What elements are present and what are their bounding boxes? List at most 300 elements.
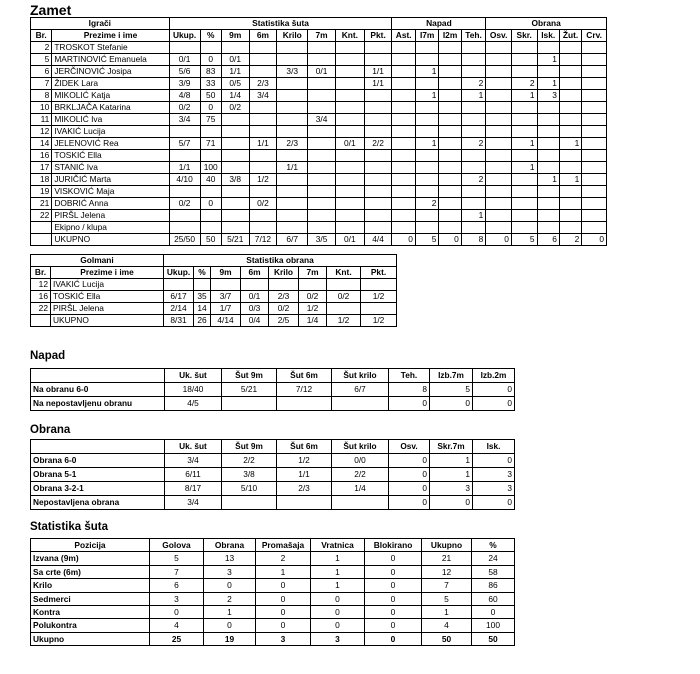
table-cell: 5/7	[169, 138, 200, 150]
table-cell	[461, 162, 486, 174]
table-cell	[241, 279, 269, 291]
table-cell: 0	[389, 468, 430, 482]
table-cell	[361, 303, 397, 315]
table-cell: 7	[422, 579, 472, 592]
table-cell	[221, 126, 249, 138]
table-cell	[299, 279, 327, 291]
column-header: Ukupno	[422, 539, 472, 552]
table-cell	[439, 54, 461, 66]
table-row	[31, 138, 607, 150]
table-cell	[249, 66, 277, 78]
table-cell: 16	[31, 291, 51, 303]
column-header: Isk.	[537, 30, 559, 42]
table-cell: 1	[511, 90, 537, 102]
column-header: Crv.	[582, 30, 607, 42]
column-header: Izb.7m	[430, 369, 473, 383]
table-cell	[308, 186, 336, 198]
table-cell: 3	[311, 632, 365, 645]
table-cell	[439, 78, 461, 90]
table-cell	[461, 222, 486, 234]
table-cell: 6/7	[332, 383, 389, 397]
table-cell: 2/2	[332, 468, 389, 482]
table-cell: 1/1	[169, 162, 200, 174]
table-row	[31, 114, 607, 126]
table-cell: JELENOVIĆ Rea	[52, 138, 169, 150]
table-cell	[335, 114, 364, 126]
table-cell	[164, 279, 194, 291]
table-cell	[364, 102, 392, 114]
table-cell: 0	[365, 579, 422, 592]
table-cell: Krilo	[31, 579, 150, 592]
table-cell	[559, 54, 581, 66]
table-cell: 1/2	[299, 303, 327, 315]
table-cell: Kontra	[31, 606, 150, 619]
table-cell: 1	[430, 454, 473, 468]
team-title: Zamet	[30, 2, 72, 18]
column-header: Uk. šut	[165, 440, 222, 454]
table-cell	[439, 198, 461, 210]
shots-column-headers	[31, 539, 515, 552]
table-cell: 40	[200, 174, 221, 186]
table-cell	[364, 162, 392, 174]
table-cell: 4/14	[211, 315, 241, 327]
table-cell: Na nepostavljenu obranu	[31, 397, 165, 411]
table-cell: 0	[473, 383, 515, 397]
table-cell: 2/3	[277, 138, 308, 150]
table-cell	[221, 114, 249, 126]
table-cell	[511, 222, 537, 234]
table-cell: 1	[311, 565, 365, 578]
table-cell: MIKOLIĆ Iva	[52, 114, 169, 126]
table-cell: 5	[511, 234, 537, 246]
table-cell	[582, 210, 607, 222]
table-cell: 3/5	[308, 234, 336, 246]
table-cell	[308, 162, 336, 174]
table-cell: 7/12	[249, 234, 277, 246]
column-header: Krilo	[269, 267, 299, 279]
column-header: Ukup.	[169, 30, 200, 42]
table-cell	[392, 138, 415, 150]
table-cell: Sa crte (6m)	[31, 565, 150, 578]
table-cell: 14	[194, 303, 211, 315]
table-cell: 18	[31, 174, 52, 186]
table-cell	[221, 198, 249, 210]
column-header: Šut 9m	[222, 440, 277, 454]
column-header: %	[200, 30, 221, 42]
table-cell: 7	[31, 78, 52, 90]
column-header: 7m	[308, 30, 336, 42]
goalkeepers-rows	[31, 279, 397, 327]
table-cell	[392, 210, 415, 222]
table-cell	[582, 90, 607, 102]
column-header: 9m	[211, 267, 241, 279]
table-cell	[511, 198, 537, 210]
table-cell	[486, 150, 512, 162]
napad-heading: Napad	[30, 350, 66, 362]
table-cell: 0/1	[221, 54, 249, 66]
table-cell	[249, 162, 277, 174]
table-cell: 0	[473, 397, 515, 411]
players-rows	[31, 42, 607, 246]
table-cell: 5	[31, 54, 52, 66]
table-cell	[537, 102, 559, 114]
table-cell	[559, 222, 581, 234]
table-cell	[277, 78, 308, 90]
table-cell: 6	[31, 66, 52, 78]
table-cell	[461, 42, 486, 54]
table-cell	[537, 210, 559, 222]
table-cell	[537, 114, 559, 126]
table-cell: 5/21	[221, 234, 249, 246]
column-header: Šut 6m	[277, 440, 332, 454]
table-cell	[461, 54, 486, 66]
column-header: Obrana	[204, 539, 256, 552]
column-header: Šut krilo	[332, 369, 389, 383]
table-cell	[364, 126, 392, 138]
table-cell: TROSKOT Stefanie	[52, 42, 169, 54]
table-cell: 0/4	[241, 315, 269, 327]
table-cell	[486, 162, 512, 174]
goalkeepers-column-headers	[31, 267, 397, 279]
table-cell	[277, 210, 308, 222]
table-cell: 0	[256, 592, 311, 605]
table-cell: 0	[389, 482, 430, 496]
table-cell: 3	[150, 592, 204, 605]
table-cell: 3/8	[222, 468, 277, 482]
table-cell	[537, 222, 559, 234]
table-cell	[461, 126, 486, 138]
table-cell: 1/2	[361, 291, 397, 303]
column-header: Golova	[150, 539, 204, 552]
table-cell	[364, 174, 392, 186]
table-cell: VISKOVIĆ Maja	[52, 186, 169, 198]
column-header: Pkt.	[361, 267, 397, 279]
table-cell: 3/7	[211, 291, 241, 303]
table-cell	[335, 210, 364, 222]
column-header: Krilo	[277, 30, 308, 42]
table-cell: 16	[31, 150, 52, 162]
table-cell: 35	[194, 291, 211, 303]
table-cell: 21	[422, 552, 472, 565]
table-cell: 2	[415, 198, 438, 210]
table-cell: 11	[31, 114, 52, 126]
table-cell	[559, 162, 581, 174]
table-row	[31, 186, 607, 198]
table-row	[31, 162, 607, 174]
table-cell	[392, 198, 415, 210]
table-cell: 1/4	[221, 90, 249, 102]
column-header: Knt.	[327, 267, 361, 279]
table-cell	[392, 186, 415, 198]
column-header: Teh.	[461, 30, 486, 42]
table-row	[31, 468, 515, 482]
table-cell: 2/3	[249, 78, 277, 90]
table-cell	[559, 90, 581, 102]
table-cell	[169, 42, 200, 54]
table-cell: 0	[473, 496, 515, 510]
table-cell: 5	[150, 552, 204, 565]
table-cell: 22	[31, 303, 51, 315]
table-cell: 75	[200, 114, 221, 126]
table-cell: DOBRIĆ Anna	[52, 198, 169, 210]
table-cell: 0/0	[332, 454, 389, 468]
table-cell: 2/3	[269, 291, 299, 303]
table-cell: Obrana 6-0	[31, 454, 165, 468]
table-cell: 0/1	[241, 291, 269, 303]
table-cell	[511, 174, 537, 186]
column-header: Promašaja	[256, 539, 311, 552]
table-cell	[335, 198, 364, 210]
table-cell	[200, 150, 221, 162]
table-cell	[308, 102, 336, 114]
column-header: I7m	[415, 30, 438, 42]
table-cell: 5	[422, 592, 472, 605]
table-cell: UKUPNO	[52, 234, 169, 246]
table-cell	[537, 162, 559, 174]
table-row	[31, 496, 515, 510]
table-cell	[332, 397, 389, 411]
table-cell: 4	[150, 619, 204, 632]
table-cell	[335, 78, 364, 90]
table-cell: 0	[430, 496, 473, 510]
table-cell: MARTINOVIĆ Emanuela	[52, 54, 169, 66]
table-cell	[277, 90, 308, 102]
table-cell: 1/1	[249, 138, 277, 150]
table-cell	[392, 102, 415, 114]
table-cell: 50	[200, 234, 221, 246]
table-cell: 8/17	[165, 482, 222, 496]
table-cell: 0	[365, 619, 422, 632]
column-header: Knt.	[335, 30, 364, 42]
table-cell	[486, 66, 512, 78]
table-cell	[461, 186, 486, 198]
table-cell	[559, 66, 581, 78]
column-header: Blokirano	[365, 539, 422, 552]
table-cell: 7	[150, 565, 204, 578]
table-cell: 5	[415, 234, 438, 246]
table-row	[31, 42, 607, 54]
table-cell: 0	[389, 454, 430, 468]
table-cell	[392, 126, 415, 138]
table-cell: 2	[559, 234, 581, 246]
table-row	[31, 126, 607, 138]
table-cell	[392, 90, 415, 102]
table-cell: 8	[31, 90, 52, 102]
table-cell	[221, 186, 249, 198]
table-row	[31, 198, 607, 210]
table-cell: 5/21	[222, 383, 277, 397]
table-cell	[31, 315, 51, 327]
column-header: I2m	[439, 30, 461, 42]
table-cell: 3	[256, 632, 311, 645]
table-cell	[392, 114, 415, 126]
shots-table	[30, 538, 515, 646]
column-header: Isk.	[473, 440, 515, 454]
table-row	[31, 102, 607, 114]
table-cell	[439, 90, 461, 102]
table-cell: 1	[559, 174, 581, 186]
table-cell: 1/2	[327, 315, 361, 327]
table-cell: 4/5	[165, 397, 222, 411]
table-cell	[582, 114, 607, 126]
table-row	[31, 482, 515, 496]
table-cell: MIKOLIĆ Katja	[52, 90, 169, 102]
table-cell	[335, 102, 364, 114]
table-cell	[439, 186, 461, 198]
table-cell	[439, 126, 461, 138]
table-row	[31, 632, 515, 645]
table-cell: 1	[511, 162, 537, 174]
column-header: Ast.	[392, 30, 415, 42]
table-cell	[486, 42, 512, 54]
table-cell: 3	[473, 468, 515, 482]
column-header: Pkt.	[364, 30, 392, 42]
column-header	[31, 369, 165, 383]
table-cell	[537, 150, 559, 162]
table-cell: 4/4	[364, 234, 392, 246]
table-cell	[461, 150, 486, 162]
table-cell	[364, 54, 392, 66]
table-cell: 0	[582, 234, 607, 246]
table-cell: 0/1	[308, 66, 336, 78]
table-cell: 2	[256, 552, 311, 565]
table-cell	[582, 54, 607, 66]
table-cell	[249, 42, 277, 54]
table-cell	[308, 54, 336, 66]
table-cell: UKUPNO	[51, 315, 164, 327]
table-cell	[486, 186, 512, 198]
table-cell	[361, 279, 397, 291]
table-cell: Nepostavljena obrana	[31, 496, 165, 510]
table-cell: 1	[415, 66, 438, 78]
column-header: Šut 6m	[277, 369, 332, 383]
table-cell: 0	[150, 606, 204, 619]
table-cell: 0/2	[269, 303, 299, 315]
group-header-statistika: Statistika šuta	[169, 18, 392, 30]
table-cell	[169, 150, 200, 162]
table-cell: 18/40	[165, 383, 222, 397]
column-header: %	[194, 267, 211, 279]
table-cell	[277, 150, 308, 162]
table-cell	[277, 54, 308, 66]
table-cell: 0/2	[249, 198, 277, 210]
table-cell	[511, 54, 537, 66]
table-row	[31, 454, 515, 468]
table-cell	[221, 42, 249, 54]
table-cell: 24	[472, 552, 515, 565]
table-cell	[582, 150, 607, 162]
table-cell: 19	[204, 632, 256, 645]
table-cell	[277, 198, 308, 210]
table-row	[31, 90, 607, 102]
table-cell	[439, 150, 461, 162]
table-cell	[415, 42, 438, 54]
table-cell: 1	[430, 468, 473, 482]
table-cell	[415, 222, 438, 234]
column-header: Osv.	[389, 440, 430, 454]
table-cell: 2	[461, 174, 486, 186]
column-header: Žut.	[559, 30, 581, 42]
table-cell: 21	[31, 198, 52, 210]
table-cell	[511, 186, 537, 198]
table-cell: 3	[473, 482, 515, 496]
players-table	[30, 17, 607, 246]
table-row	[31, 279, 397, 291]
table-cell	[392, 162, 415, 174]
table-cell: 0/1	[335, 234, 364, 246]
table-cell	[486, 102, 512, 114]
table-cell	[335, 162, 364, 174]
table-cell	[486, 138, 512, 150]
table-cell	[249, 210, 277, 222]
table-row	[31, 383, 515, 397]
table-cell	[582, 102, 607, 114]
table-cell: 2/14	[164, 303, 194, 315]
table-cell: 5/6	[169, 66, 200, 78]
table-cell	[461, 102, 486, 114]
table-cell: JURIČIĆ Marta	[52, 174, 169, 186]
table-cell: 0	[311, 606, 365, 619]
table-cell	[249, 114, 277, 126]
table-cell	[392, 174, 415, 186]
table-cell: 1/1	[364, 66, 392, 78]
table-cell	[364, 186, 392, 198]
table-cell	[221, 210, 249, 222]
table-cell	[537, 198, 559, 210]
table-cell	[277, 102, 308, 114]
table-cell	[486, 114, 512, 126]
table-cell: 1	[461, 90, 486, 102]
table-cell	[335, 90, 364, 102]
table-cell	[277, 42, 308, 54]
table-cell	[415, 174, 438, 186]
table-row	[31, 234, 607, 246]
table-cell: 10	[31, 102, 52, 114]
table-cell	[169, 210, 200, 222]
column-header: Br.	[31, 267, 51, 279]
table-cell	[415, 210, 438, 222]
table-cell: 1	[422, 606, 472, 619]
table-cell	[559, 42, 581, 54]
table-cell: 0	[365, 606, 422, 619]
table-cell: 1/1	[221, 66, 249, 78]
table-cell: Ekipno / klupa	[52, 222, 169, 234]
column-header: 7m	[299, 267, 327, 279]
table-cell	[392, 42, 415, 54]
table-cell: 13	[204, 552, 256, 565]
table-cell: 1/4	[299, 315, 327, 327]
table-cell: 1	[559, 138, 581, 150]
table-row	[31, 210, 607, 222]
table-cell	[31, 234, 52, 246]
table-cell: 71	[200, 138, 221, 150]
table-cell: 2	[204, 592, 256, 605]
table-cell	[335, 66, 364, 78]
table-cell: 6	[537, 234, 559, 246]
table-cell: 2/2	[222, 454, 277, 468]
table-cell	[537, 66, 559, 78]
table-cell: 60	[472, 592, 515, 605]
table-cell: 0	[389, 397, 430, 411]
table-cell: 3	[204, 565, 256, 578]
table-row	[31, 606, 515, 619]
table-cell: 0	[389, 496, 430, 510]
table-cell	[277, 114, 308, 126]
table-cell: 8	[389, 383, 430, 397]
column-header: Skr.	[511, 30, 537, 42]
table-cell	[277, 222, 308, 234]
table-cell	[364, 150, 392, 162]
